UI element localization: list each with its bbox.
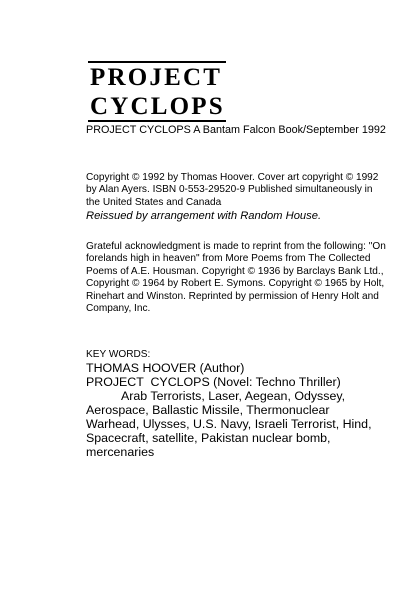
title-rule-top <box>88 61 226 63</box>
book-title-line-1: PROJECT <box>90 64 223 91</box>
title-rule-bottom <box>88 120 226 122</box>
reissued-note: Reissued by arrangement with Random House. <box>86 210 322 223</box>
keywords-block <box>86 349 386 459</box>
keywords-author: THOMAS HOOVER (Author) <box>86 361 245 375</box>
keywords-novel: PROJECT CYCLOPS (Novel: Techno Thriller) <box>86 375 341 389</box>
book-title-line-2: CYCLOPS <box>90 93 225 120</box>
keywords-terms: Arab Terrorists, Laser, Aegean, Odyssey, Aerospace, Ballastic Missile, Thermonuclear Warhead, Ulysses, U.S. Navy, Israeli Terrorist, Hind, Spacecraft, satellite, Pakistan nuclear bomb, mercenaries <box>86 389 372 459</box>
keywords-heading: KEY WORDS: <box>86 349 151 360</box>
acknowledgment-text: Grateful acknowledgment is made to reprint from the following: "On forelands high in heaven" from More Poems from The Collected Poems of A.E. Housman. Copyright © 1936 by Barclays Bank Ltd., Copyright © 1964 by Robert E. Symons. Copyright © 1965 by Holt, Rinehart and Winston. Reprinted by permission of Henry Holt and Company, Inc. <box>86 241 386 315</box>
copyright-block <box>86 172 386 223</box>
acknowledgment-block <box>86 241 386 315</box>
imprint-line: PROJECT CYCLOPS A Bantam Falcon Book/September 1992 <box>86 124 386 136</box>
copyright-text: Copyright © 1992 by Thomas Hoover. Cover art copyright © 1992 by Alan Ayers. ISBN 0-553-29520-9 Published simultaneously in the United States and Canada <box>86 172 379 208</box>
